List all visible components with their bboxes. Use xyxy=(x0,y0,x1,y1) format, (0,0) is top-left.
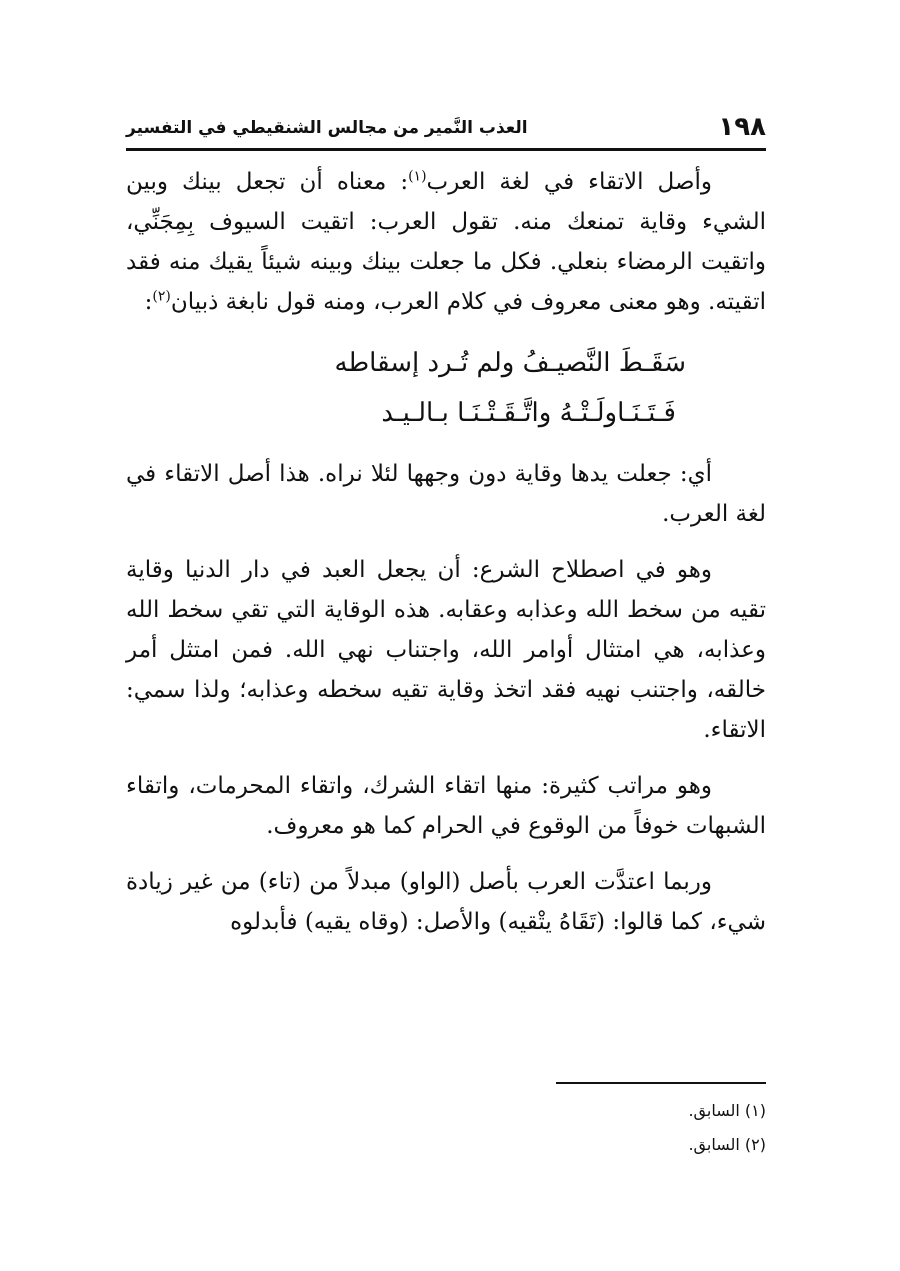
paragraph-1-text-a: وأصل الاتقاء في لغة العرب xyxy=(426,169,712,195)
footnote-ref-1: (١) xyxy=(408,168,427,185)
poetry-verse xyxy=(126,338,766,438)
footnote-ref-2: (٢) xyxy=(152,288,171,305)
paragraph-1-text-b: : معناه أن تجعل بينك وبين الشيء وقاية تمنعك منه. تقول العرب: اتقيت السيوف بِمِجَنِّي، واتقيت الرمضاء بنعلي. فكل ما جعلت بينك وبينه شيئاً يقيك منه فقد اتقيته. وهو معنى معروف في كلام العرب، ومنه قول نابغة ذبيان xyxy=(126,169,766,315)
paragraph-3: وهو في اصطلاح الشرع: أن يجعل العبد في دار الدنيا وقاية تقيه من سخط الله وعذابه وعقابه. هذه الوقاية التي تقي سخط الله وعذابه، هي امتثال أوامر الله، واجتناب نهي الله. فمن امتثل أمر خالقه، واجتنب نهيه فقد اتخذ وقاية تقيه سخطه وعذابه؛ ولذا سمي: الاتقاء. xyxy=(126,557,766,743)
verse-line-2: فَـتَـنَـاولَـتْـهُ واتَّـقَـتْـنَـا بـالـيـد xyxy=(381,398,676,428)
page-body xyxy=(126,162,766,942)
verse-line-1: سَقَـطَ النَّصيـفُ ولم تُـرد إسقاطه xyxy=(334,348,686,378)
footnote-1 xyxy=(126,1094,766,1128)
footnote-2-mark: (٢) xyxy=(744,1135,766,1154)
paragraph-4: وهو مراتب كثيرة: منها اتقاء الشرك، واتقاء المحرمات، واتقاء الشبهات خوفاً من الوقوع في الحرام كما هو معروف. xyxy=(126,773,766,839)
paragraph-1-text-c: : xyxy=(144,289,153,315)
paragraph-1 xyxy=(126,162,766,322)
footnote-2-text: السابق. xyxy=(688,1135,740,1154)
paragraph-5: وربما اعتدَّت العرب بأصل (الواو) مبدلاً من (تاء) من غير زيادة شيء، كما قالوا: (تَقَاهُ يتْقيه) والأصل: (وقاه يقيه) فأبدلوه xyxy=(126,869,766,935)
page-number: ١٩٨ xyxy=(718,112,766,142)
page-header xyxy=(126,108,766,148)
footnote-rule xyxy=(556,1082,766,1084)
footnote-1-text: السابق. xyxy=(688,1101,740,1120)
running-title: العذب النَّمير من مجالس الشنقيطي في التفسير xyxy=(126,118,528,138)
footnotes xyxy=(126,1094,766,1162)
footnote-2 xyxy=(126,1128,766,1162)
header-rule xyxy=(126,148,766,151)
paragraph-2: أي: جعلت يدها وقاية دون وجهها لئلا نراه. هذا أصل الاتقاء في لغة العرب. xyxy=(126,461,766,527)
footnote-1-mark: (١) xyxy=(744,1101,766,1120)
